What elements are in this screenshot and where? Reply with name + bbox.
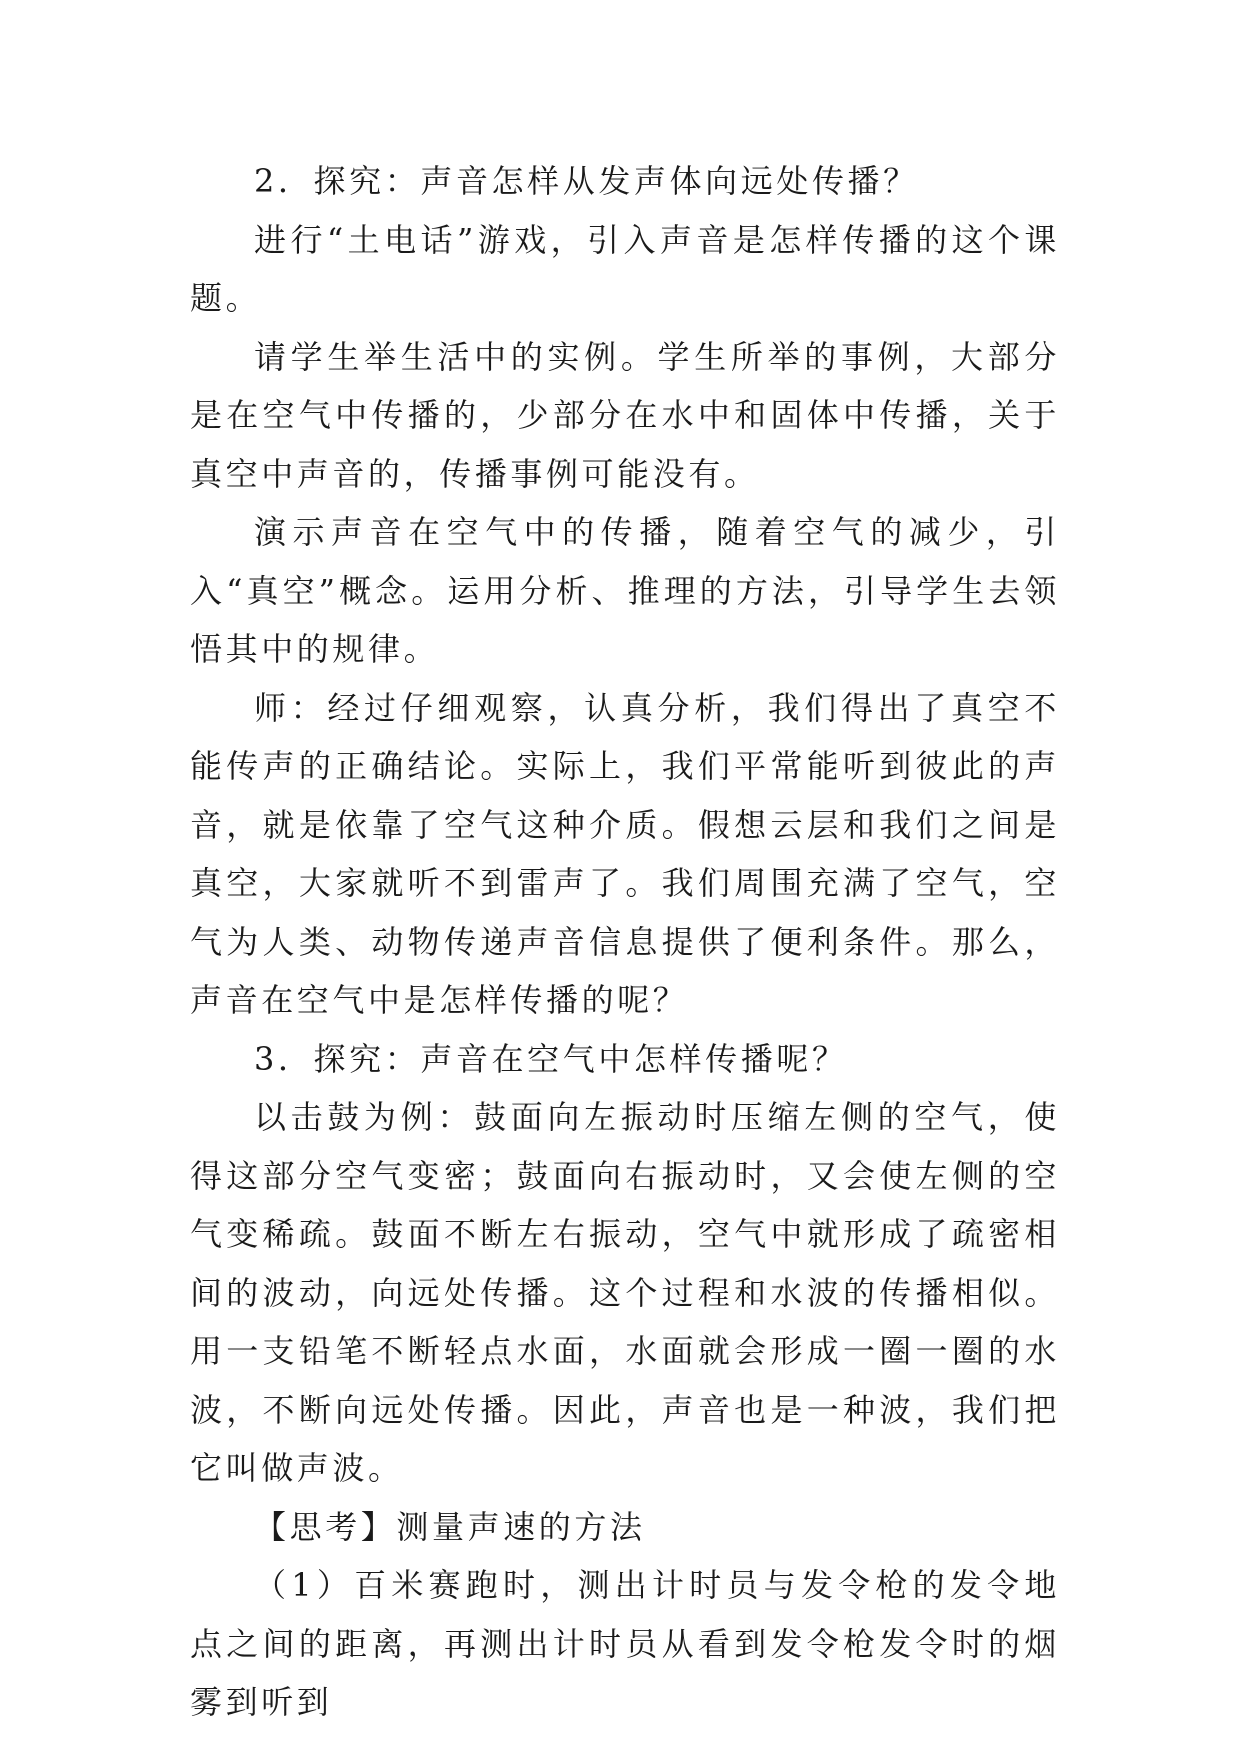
paragraph-earth-telephone: 进行“土电话”游戏，引入声音是怎样传播的这个课题。	[190, 220, 1060, 317]
paragraph-vacuum-demo: 演示声音在空气中的传播，随着空气的减少，引入“真空”概念。运用分析、推理的方法，引导学生去领悟其中的规律。	[190, 513, 1060, 668]
think-heading: 【思考】测量声速的方法	[254, 1507, 646, 1546]
paragraph-teacher-remarks: 师：经过仔细观察，认真分析，我们得出了真空不能传声的正确结论。实际上，我们平常能听到彼此的声音，就是依靠了空气这种介质。假想云层和我们之间是真空，大家就听不到雷声了。我们周围充满了空气，空气为人类、动物传递声音信息提供了便利条件。那么，声音在空气中是怎样传播的呢？	[190, 688, 1060, 1019]
paragraph-student-examples: 请学生举生活中的实例。学生所举的事例，大部分是在空气中传播的，少部分在水中和固体中传播，关于真空中声音的，传播事例可能没有。	[190, 337, 1060, 493]
list-item-1: （1）百米赛跑时，测出计时员与发令枪的发令地点之间的距离，再测出计时员从看到发令枪发令时的烟雾到听到	[190, 1566, 1060, 1721]
section-heading-2: 2．探究：声音怎样从发声体向远处传播？	[254, 162, 919, 200]
paragraph-drum-example: 以击鼓为例：鼓面向左振动时压缩左侧的空气，使得这部分空气变密；鼓面向右振动时，又会使左侧的空气变稀疏。鼓面不断左右振动，空气中就形成了疏密相间的波动，向远处传播。这个过程和水波的传播相似。用一支铅笔不断轻点水面，水面就会形成一圈一圈的水波，不断向远处传播。因此，声音也是一种波，我们把它叫做声波。	[190, 1098, 1060, 1487]
section-heading-3: 3．探究：声音在空气中怎样传播呢？	[254, 1039, 848, 1078]
document-body	[190, 152, 1060, 1732]
